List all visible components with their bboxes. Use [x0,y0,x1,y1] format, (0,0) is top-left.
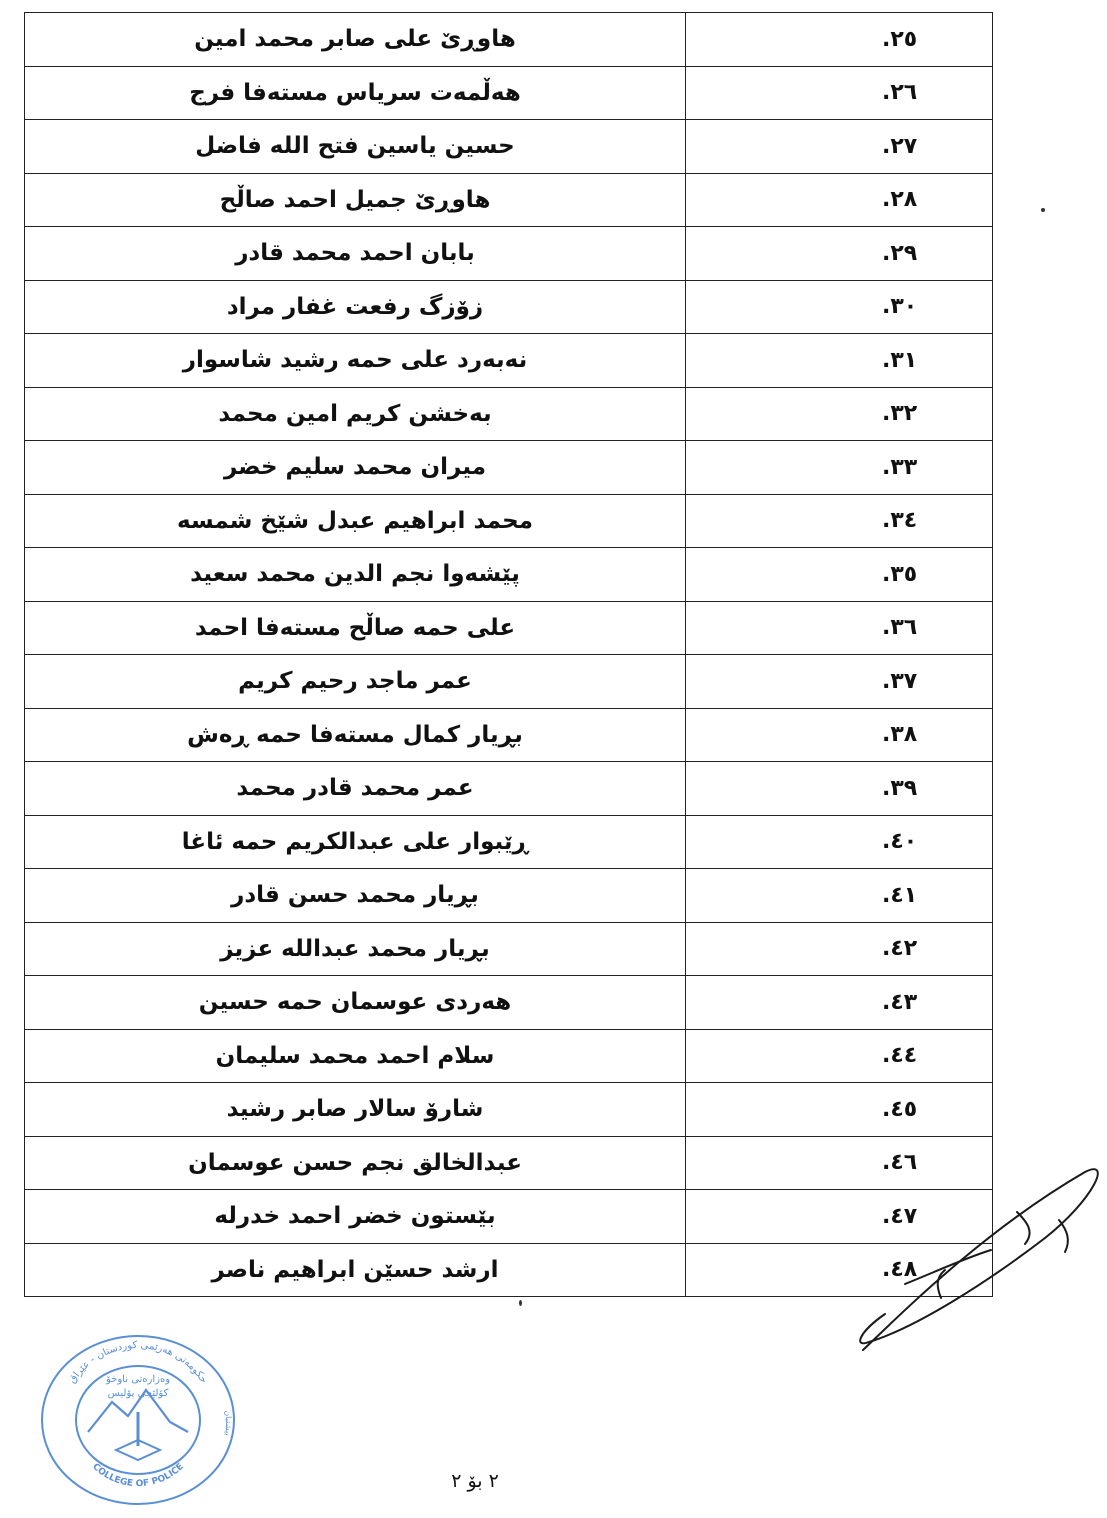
row-number: ٣٢. [882,401,918,427]
person-name-cell: بابان احمد محمد قادر [25,227,686,281]
table-row [25,441,993,495]
stamp-ministry-text: وەزارەتی ناوخۆ [105,1374,171,1385]
person-name-cell: حسین یاسین فتح الله فاضل [25,120,686,174]
row-number: ٢٥. [882,26,918,52]
row-number: ٤١. [882,882,918,908]
person-name-cell: بڕیار کمال مستەفا حمە ڕەش [25,708,686,762]
stamp-top-text: حکومەتی هەرێمی کوردستان - عێراق [66,1339,210,1386]
table-row [25,815,993,869]
stamp-bottom-text: COLLEGE OF POLICE [90,1461,186,1490]
row-number-cell [686,762,993,816]
person-name-cell: زۆزگ رفعت غفار مراد [25,280,686,334]
person-name-cell: عمر ماجد رحیم کریم [25,655,686,709]
person-name-cell: هەڵمەت سریاس مستەفا فرج [25,66,686,120]
row-number: ٣٣. [882,454,918,480]
table-row [25,548,993,602]
row-number-cell [686,815,993,869]
signature-stroke [1017,1212,1030,1244]
table-row [25,922,993,976]
row-number: ٣١. [882,347,918,373]
person-name-cell: عبدالخالق نجم حسن عوسمان [25,1136,686,1190]
person-name-cell: بڕیار محمد حسن قادر [25,869,686,923]
name-list-body [25,13,993,1297]
table-row [25,13,993,67]
row-number-cell [686,227,993,281]
row-number: ٤٣. [882,989,918,1015]
person-name-cell: هەردی عوسمان حمە حسین [25,976,686,1030]
person-name-cell: ڕێبوار علی عبدالکریم حمە ئاغا [25,815,686,869]
stamp-college-text: کۆلێجی پۆلیس [107,1388,169,1399]
table-row [25,1083,993,1137]
table-row [25,762,993,816]
table-row [25,869,993,923]
row-number-cell [686,655,993,709]
row-number-cell [686,120,993,174]
row-number-cell [686,441,993,495]
row-number-cell [686,869,993,923]
row-number: ٣٤. [882,508,918,534]
person-name-cell: هاوڕێ علی صابر محمد امین [25,13,686,67]
row-number: ٢٧. [882,133,918,159]
person-name-cell: بێستون خضر احمد خدرلە [25,1190,686,1244]
row-number: ٢٨. [882,187,918,213]
row-number-cell [686,173,993,227]
person-name-cell: علی حمە صاڵح مستەفا احمد [25,601,686,655]
table-row [25,120,993,174]
row-number: ٤٨. [882,1257,918,1283]
row-number-cell [686,922,993,976]
person-name-cell: عمر محمد قادر محمد [25,762,686,816]
row-number-cell [686,334,993,388]
person-name-cell: ارشد حسێن ابراهیم ناصر [25,1243,686,1297]
row-number: ٢٩. [882,240,918,266]
row-number-cell [686,708,993,762]
page-number: ٢ بۆ ٢ [451,1470,499,1492]
row-number-cell [686,66,993,120]
table-row [25,66,993,120]
row-number-cell [686,976,993,1030]
name-list-table [24,12,993,1297]
row-number-cell [686,1083,993,1137]
row-number-cell [686,13,993,67]
row-number: ٤٤. [882,1043,918,1069]
college-stamp [32,1328,244,1510]
row-number-cell [686,548,993,602]
row-number: ٣٦. [882,615,918,641]
row-number: ٤٥. [882,1096,918,1122]
person-name-cell: پێشەوا نجم الدین محمد سعید [25,548,686,602]
table-row [25,173,993,227]
row-number: ٣٥. [882,561,918,587]
table-row [25,227,993,281]
row-number: ٣٧. [882,668,918,694]
signature-mark [845,1160,1107,1360]
row-number: ٣٩. [882,775,918,801]
person-name-cell: بەخشن کریم امین محمد [25,387,686,441]
ink-speck [1041,208,1045,212]
table-row [25,387,993,441]
row-number-cell [686,280,993,334]
table-row [25,976,993,1030]
person-name-cell: محمد ابراهیم عبدل شێخ شمسە [25,494,686,548]
signature-loop [860,1169,1098,1350]
person-name-cell: هاوڕێ جمیل احمد صاڵح [25,173,686,227]
row-number: ٤٧. [882,1203,918,1229]
signature-stroke [905,1250,991,1284]
person-name-cell: میران محمد سلیم خضر [25,441,686,495]
stamp-side-text: بیشتیان [223,1409,234,1437]
row-number-cell [686,494,993,548]
person-name-cell: نەبەرد علی حمە رشید شاسوار [25,334,686,388]
row-number: ٤٠. [882,829,918,855]
table-row [25,601,993,655]
row-number: ٢٦. [882,80,918,106]
person-name-cell: سلام احمد محمد سلیمان [25,1029,686,1083]
table-row [25,1029,993,1083]
row-number: ٤٢. [882,936,918,962]
row-number-cell [686,387,993,441]
table-row [25,280,993,334]
row-number: ٣٠. [882,294,918,320]
ink-speck [519,1300,522,1306]
table-row [25,494,993,548]
table-row [25,334,993,388]
row-number-cell [686,601,993,655]
person-name-cell: بڕیار محمد عبدالله عزیز [25,922,686,976]
person-name-cell: شارۆ سالار صابر رشید [25,1083,686,1137]
row-number: ٣٨. [882,722,918,748]
table-row [25,655,993,709]
table-row [25,708,993,762]
row-number-cell [686,1029,993,1083]
row-number: ٤٦. [882,1150,918,1176]
